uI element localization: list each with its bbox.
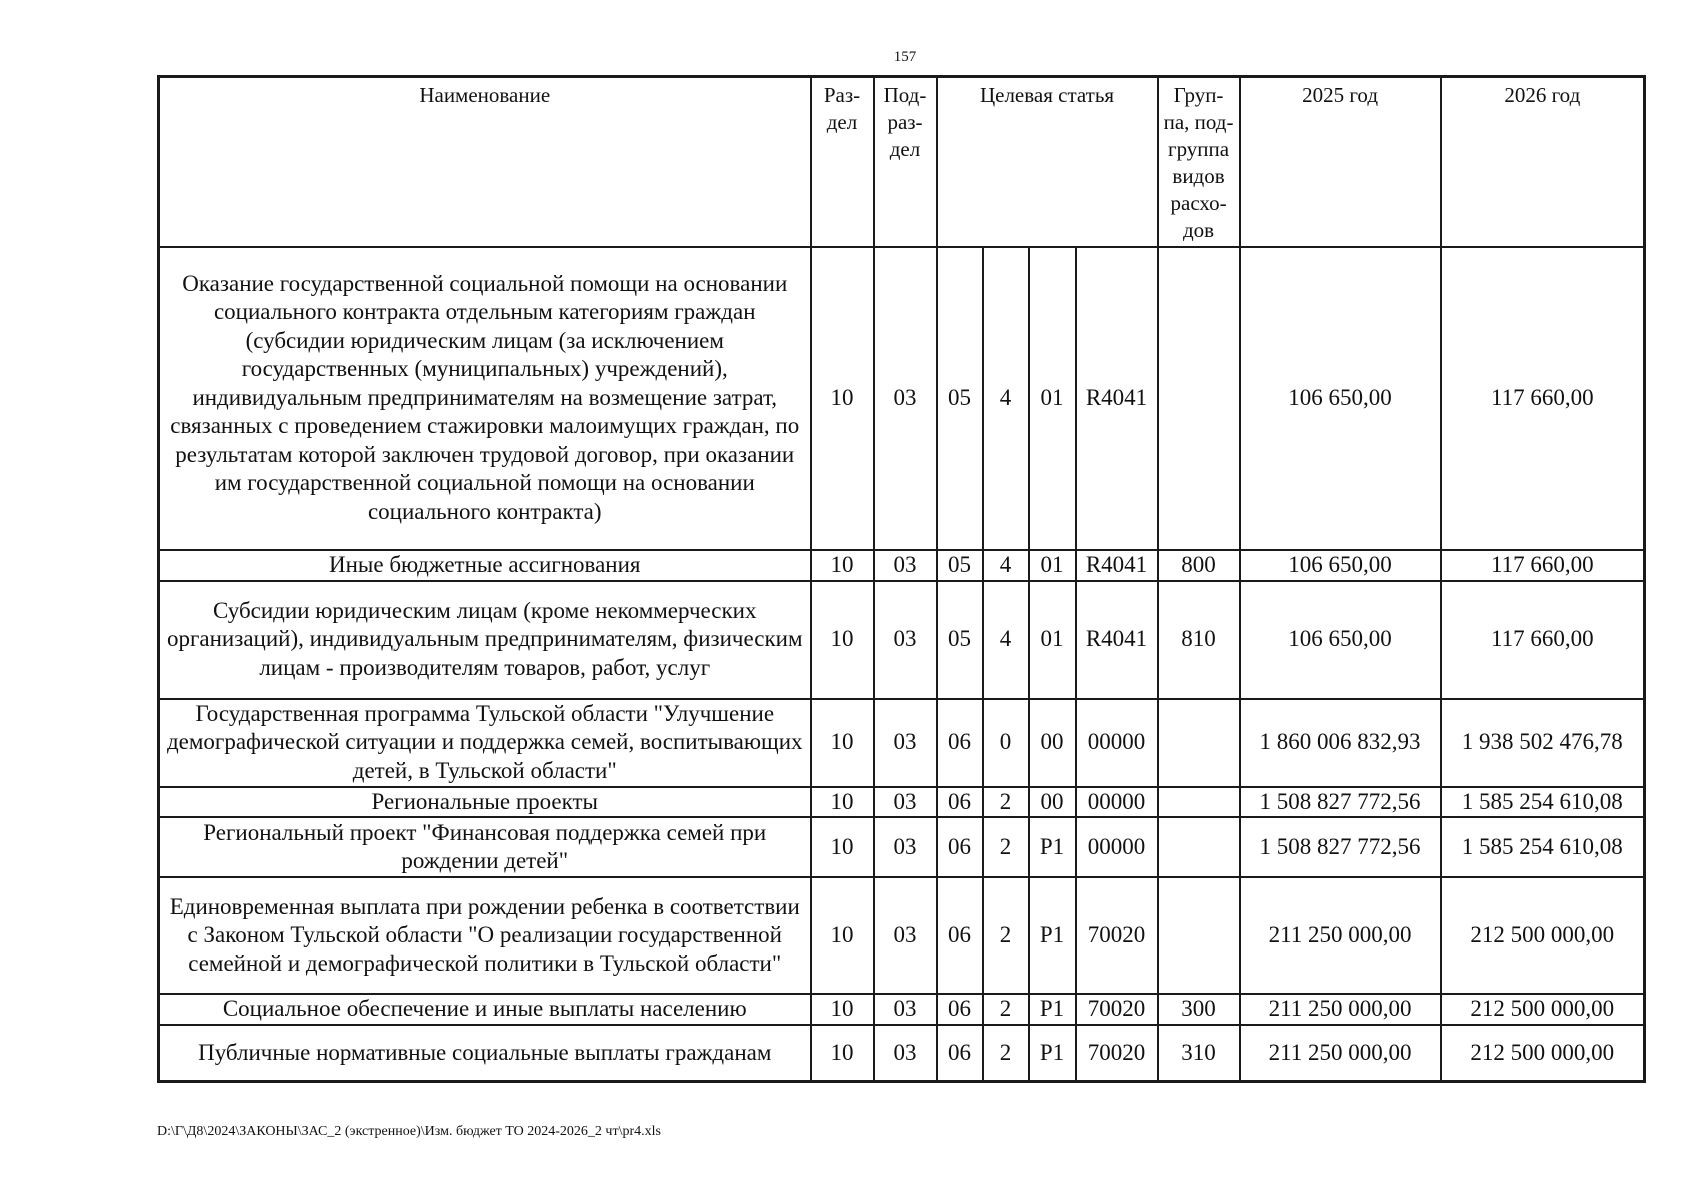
cell-subsection: 03 — [874, 787, 937, 818]
cell-section: 10 — [811, 550, 874, 581]
cell-target-event: P1 — [1029, 877, 1076, 994]
cell-subsection: 03 — [874, 247, 937, 550]
cell-target-subprogram: 4 — [983, 550, 1029, 581]
cell-target-event: 01 — [1029, 581, 1076, 699]
cell-subsection: 03 — [874, 550, 937, 581]
footer-file-path: D:\Г\Д8\2024\ЗАКОНЫ\ЗАС_2 (экстренное)\Изм. бюджет ТО 2024-2026_2 чт\pr4.xls — [157, 1124, 661, 1139]
cell-amount-2026: 212 500 000,00 — [1441, 877, 1645, 994]
table-row — [159, 817, 1645, 877]
cell-amount-2025: 211 250 000,00 — [1240, 877, 1441, 994]
cell-amount-2026: 212 500 000,00 — [1441, 1025, 1645, 1082]
table-row — [159, 787, 1645, 818]
header-year-2026: 2026 год — [1441, 77, 1645, 247]
cell-section: 10 — [811, 787, 874, 818]
cell-target-event: 00 — [1029, 699, 1076, 787]
cell-amount-2026: 212 500 000,00 — [1441, 994, 1645, 1025]
cell-section: 10 — [811, 247, 874, 550]
cell-expense-group: 310 — [1158, 1025, 1240, 1082]
cell-target-program: 05 — [937, 550, 983, 581]
cell-target-event: P1 — [1029, 1025, 1076, 1082]
cell-target-subprogram: 2 — [983, 817, 1029, 877]
table-row — [159, 994, 1645, 1025]
cell-expense-group: 800 — [1158, 550, 1240, 581]
cell-target-program: 06 — [937, 787, 983, 818]
cell-amount-2025: 106 650,00 — [1240, 247, 1441, 550]
cell-target-direction: 00000 — [1076, 699, 1158, 787]
cell-target-event: 01 — [1029, 550, 1076, 581]
cell-name: Региональный проект "Финансовая поддержка семей при рождении детей" — [159, 817, 811, 877]
cell-target-program: 06 — [937, 817, 983, 877]
cell-expense-group — [1158, 787, 1240, 818]
cell-target-event: P1 — [1029, 994, 1076, 1025]
cell-amount-2025: 106 650,00 — [1240, 550, 1441, 581]
cell-name: Региональные проекты — [159, 787, 811, 818]
header-expense-group: Груп- па, под- группа видов расхо- дов — [1158, 77, 1240, 247]
cell-target-program: 06 — [937, 699, 983, 787]
cell-name: Социальное обеспечение и иные выплаты населению — [159, 994, 811, 1025]
cell-subsection: 03 — [874, 877, 937, 994]
cell-target-program: 05 — [937, 247, 983, 550]
cell-amount-2025: 106 650,00 — [1240, 581, 1441, 699]
cell-target-direction: 70020 — [1076, 1025, 1158, 1082]
cell-name: Единовременная выплата при рождении ребенка в соответствии с Законом Тульской области "О реализации государственной семейной и демографической политики в Тульской области" — [159, 877, 811, 994]
cell-target-event: 01 — [1029, 247, 1076, 550]
header-name: Наименование — [159, 77, 811, 247]
cell-section: 10 — [811, 699, 874, 787]
cell-target-subprogram: 0 — [983, 699, 1029, 787]
table-row — [159, 581, 1645, 699]
header-subsection: Под- раз- дел — [874, 77, 937, 247]
cell-subsection: 03 — [874, 581, 937, 699]
cell-target-direction: R4041 — [1076, 581, 1158, 699]
cell-section: 10 — [811, 1025, 874, 1082]
page-number: 157 — [893, 49, 917, 65]
cell-section: 10 — [811, 994, 874, 1025]
table-row — [159, 550, 1645, 581]
cell-subsection: 03 — [874, 817, 937, 877]
table-header-row — [159, 77, 1645, 247]
cell-expense-group — [1158, 877, 1240, 994]
cell-section: 10 — [811, 877, 874, 994]
cell-amount-2025: 211 250 000,00 — [1240, 1025, 1441, 1082]
header-year-2025: 2025 год — [1240, 77, 1441, 247]
cell-target-program: 05 — [937, 581, 983, 699]
cell-name: Публичные нормативные социальные выплаты гражданам — [159, 1025, 811, 1082]
cell-target-program: 06 — [937, 877, 983, 994]
cell-name: Иные бюджетные ассигнования — [159, 550, 811, 581]
cell-target-subprogram: 2 — [983, 787, 1029, 818]
cell-name: Государственная программа Тульской области "Улучшение демографической ситуации и поддержка семей, воспитывающих детей, в Тульской области" — [159, 699, 811, 787]
cell-amount-2026: 117 660,00 — [1441, 247, 1645, 550]
header-target-article: Целевая статья — [937, 77, 1158, 247]
cell-expense-group: 810 — [1158, 581, 1240, 699]
cell-section: 10 — [811, 817, 874, 877]
cell-subsection: 03 — [874, 1025, 937, 1082]
cell-section: 10 — [811, 581, 874, 699]
cell-amount-2026: 117 660,00 — [1441, 550, 1645, 581]
cell-subsection: 03 — [874, 699, 937, 787]
cell-target-direction: 00000 — [1076, 787, 1158, 818]
table-row — [159, 247, 1645, 550]
cell-amount-2026: 1 938 502 476,78 — [1441, 699, 1645, 787]
cell-subsection: 03 — [874, 994, 937, 1025]
cell-expense-group — [1158, 699, 1240, 787]
cell-expense-group — [1158, 247, 1240, 550]
table-row — [159, 877, 1645, 994]
cell-target-event: 00 — [1029, 787, 1076, 818]
cell-target-subprogram: 2 — [983, 877, 1029, 994]
cell-amount-2025: 1 860 006 832,93 — [1240, 699, 1441, 787]
table-row — [159, 699, 1645, 787]
cell-target-direction: 70020 — [1076, 994, 1158, 1025]
cell-name: Субсидии юридическим лицам (кроме некоммерческих организаций), индивидуальным предпринимателям, физическим лицам - производителям товаров, работ, услуг — [159, 581, 811, 699]
cell-target-direction: R4041 — [1076, 247, 1158, 550]
cell-amount-2026: 1 585 254 610,08 — [1441, 787, 1645, 818]
cell-target-event: P1 — [1029, 817, 1076, 877]
cell-target-direction: 00000 — [1076, 817, 1158, 877]
cell-target-program: 06 — [937, 994, 983, 1025]
cell-target-subprogram: 2 — [983, 1025, 1029, 1082]
cell-amount-2025: 1 508 827 772,56 — [1240, 787, 1441, 818]
cell-target-direction: R4041 — [1076, 550, 1158, 581]
cell-amount-2026: 117 660,00 — [1441, 581, 1645, 699]
cell-target-direction: 70020 — [1076, 877, 1158, 994]
cell-target-subprogram: 4 — [983, 581, 1029, 699]
budget-table — [157, 75, 1646, 1083]
cell-amount-2025: 1 508 827 772,56 — [1240, 817, 1441, 877]
cell-target-subprogram: 2 — [983, 994, 1029, 1025]
cell-amount-2026: 1 585 254 610,08 — [1441, 817, 1645, 877]
cell-expense-group — [1158, 817, 1240, 877]
cell-target-program: 06 — [937, 1025, 983, 1082]
table-row — [159, 1025, 1645, 1082]
cell-name: Оказание государственной социальной помощи на основании социального контракта отдельным категориям граждан (субсидии юридическим лицам (за исключением государственных (муниципальных) учреждений), индивидуальным предпринимателям на возмещение затрат, связанных с проведением стажировки малоимущих граждан, по результатам которой заключен трудовой договор, при оказании им государственной социальной помощи на основании социального контракта) — [159, 247, 811, 550]
cell-amount-2025: 211 250 000,00 — [1240, 994, 1441, 1025]
cell-expense-group: 300 — [1158, 994, 1240, 1025]
cell-target-subprogram: 4 — [983, 247, 1029, 550]
header-section: Раз- дел — [811, 77, 874, 247]
